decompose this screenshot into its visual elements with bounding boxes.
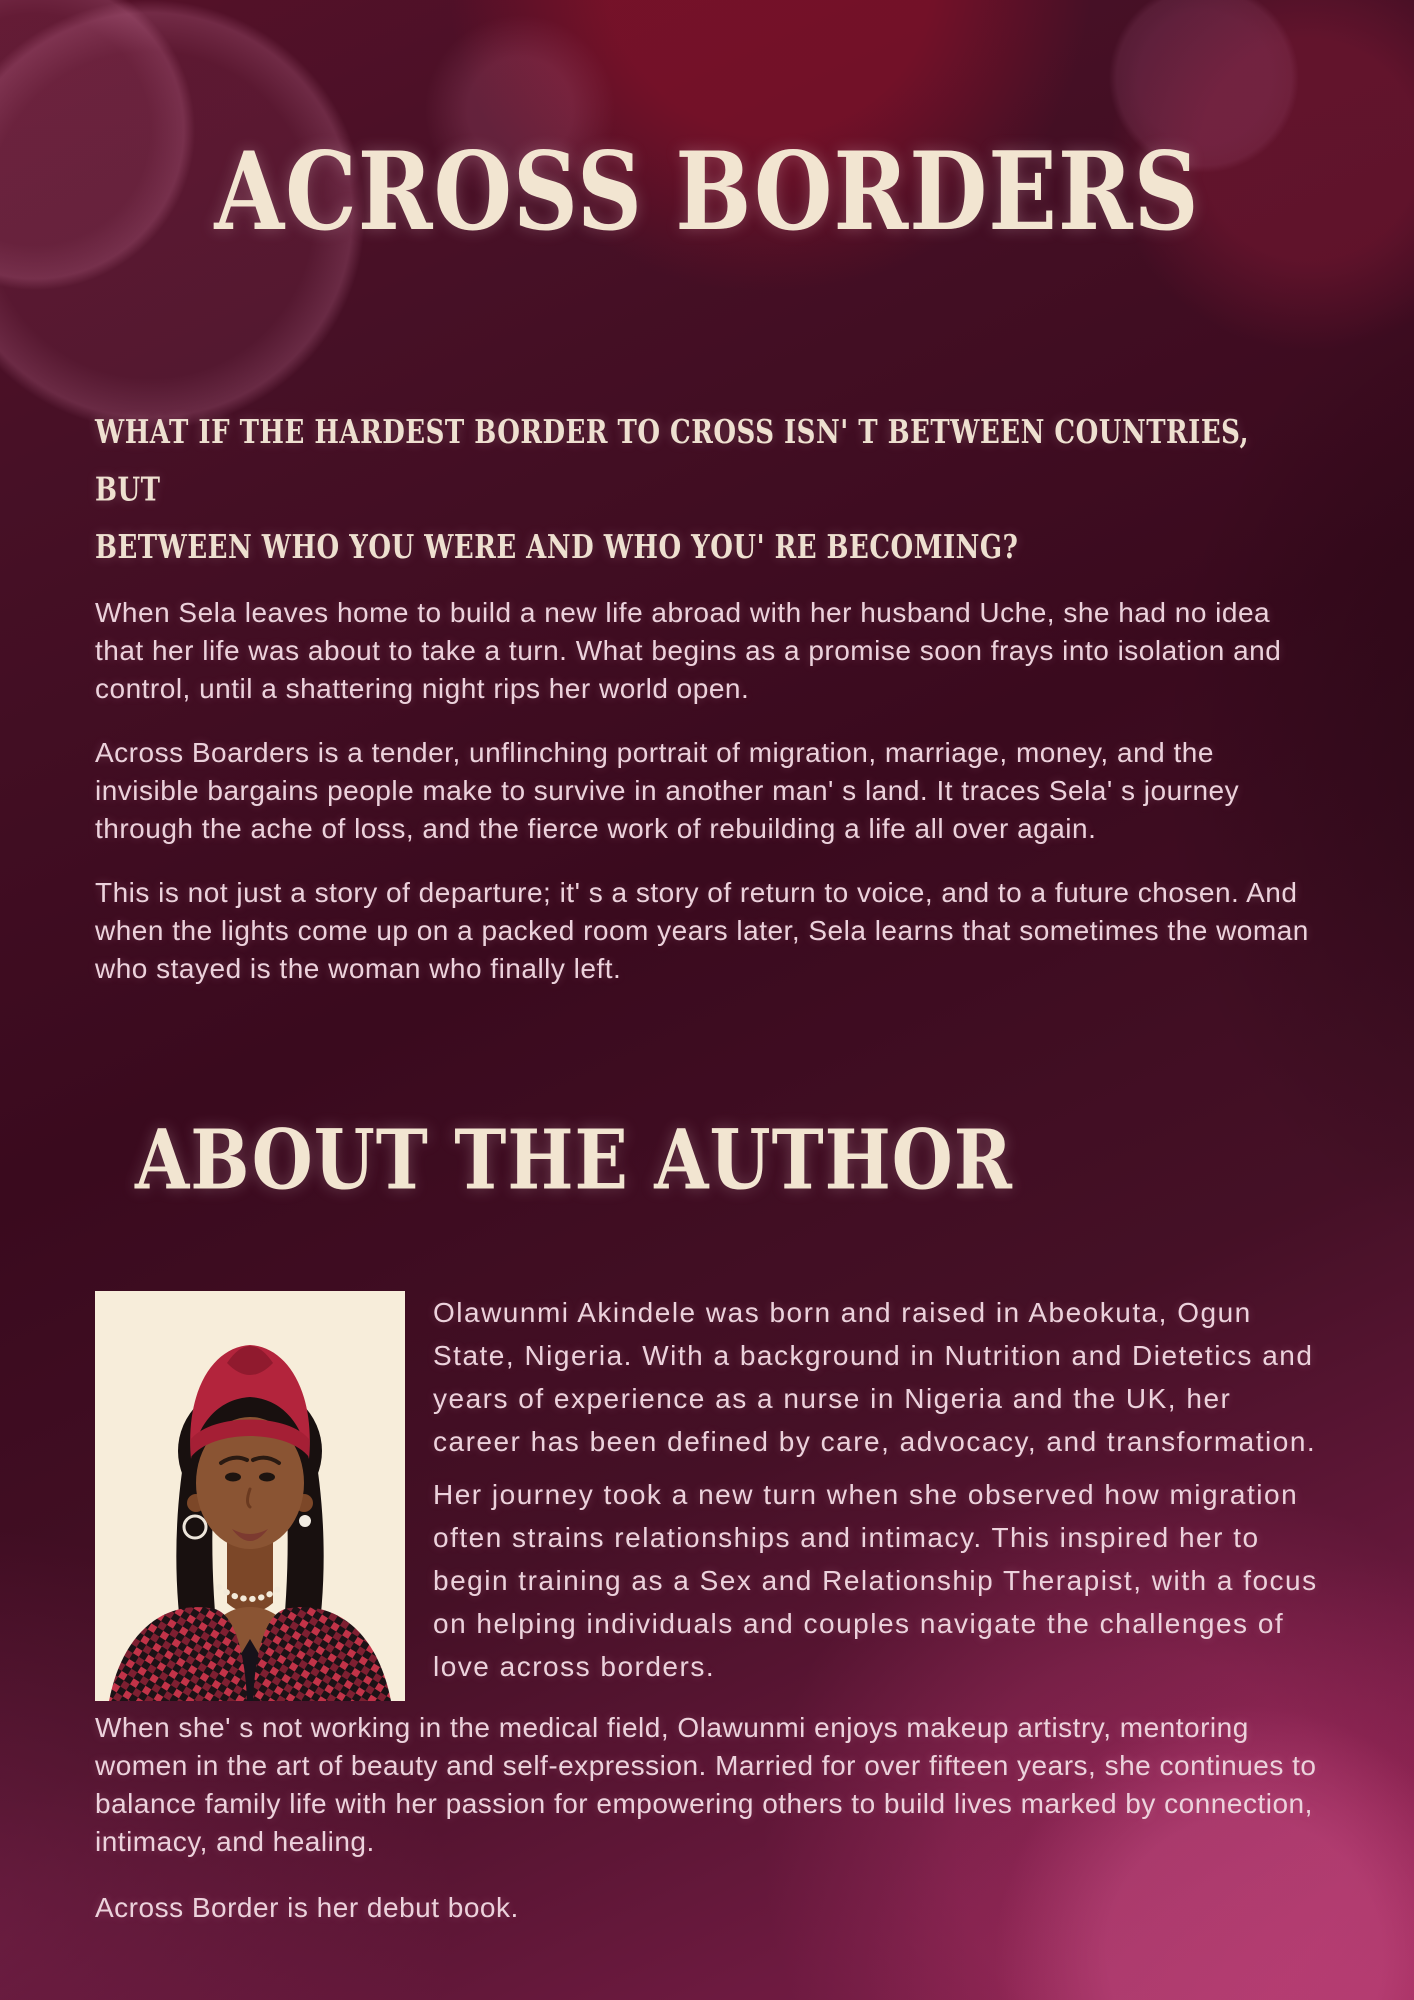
author-bio-column [433, 1291, 1319, 1688]
cover-content [0, 404, 1414, 1927]
synopsis-paragraph: When Sela leaves home to build a new life abroad with her husband Uche, she had no idea that her life was about to take a turn. What begins as a promise soon frays into isolation and control, until a shattering night rips her world open. [95, 597, 1282, 704]
synopsis-paragraph: This is not just a story of departure; it' s a story of return to voice, and to a future chosen. And when the lights come up on a packed room years later, Sela learns that sometimes the woman who stayed is the woman who finally left. [95, 877, 1309, 984]
author-section [95, 1291, 1319, 1701]
hook-line-2: BETWEEN WHO YOU WERE AND WHO YOU' RE BECOMING? [95, 529, 1019, 567]
hook-question [95, 404, 1319, 577]
debut-line: Across Border is her debut book. [95, 1892, 519, 1923]
synopsis-paragraph: Across Boarders is a tender, unflinching portrait of migration, marriage, money, and the invisible bargains people make to survive in another man' s land. It traces Sela' s journey through the ache of loss, and the fierce work of rebuilding a life all over again. [95, 737, 1240, 844]
page-title: ACROSS BORDERS [214, 128, 1200, 256]
bio-paragraph: When she' s not working in the medical field, Olawunmi enjoys makeup artistry, mentoring women in the art of beauty and self-expression. Married for over fifteen years, she continues to balance family life with her passion for empowering others to build lives marked by connection, intimacy, and healing. [95, 1712, 1317, 1857]
bio-paragraph: Olawunmi Akindele was born and raised in Abeokuta, Ogun State, Nigeria. With a background in Nutrition and Dietetics and years of experience as a nurse in Nigeria and the UK, her career has been defined by care, advocacy, and transformation. [433, 1297, 1317, 1457]
bio-paragraph: Her journey took a new turn when she observed how migration often strains relationships and intimacy. This inspired her to begin training as a Sex and Relationship Therapist, with a focus on helping individuals and couples navigate the challenges of love across borders. [433, 1479, 1318, 1682]
hook-line-1: WHAT IF THE HARDEST BORDER TO CROSS ISN' T BETWEEN COUNTRIES, BUT [95, 414, 1250, 509]
about-the-author-heading: ABOUT THE AUTHOR [135, 1110, 1013, 1209]
author-photo [95, 1291, 405, 1701]
